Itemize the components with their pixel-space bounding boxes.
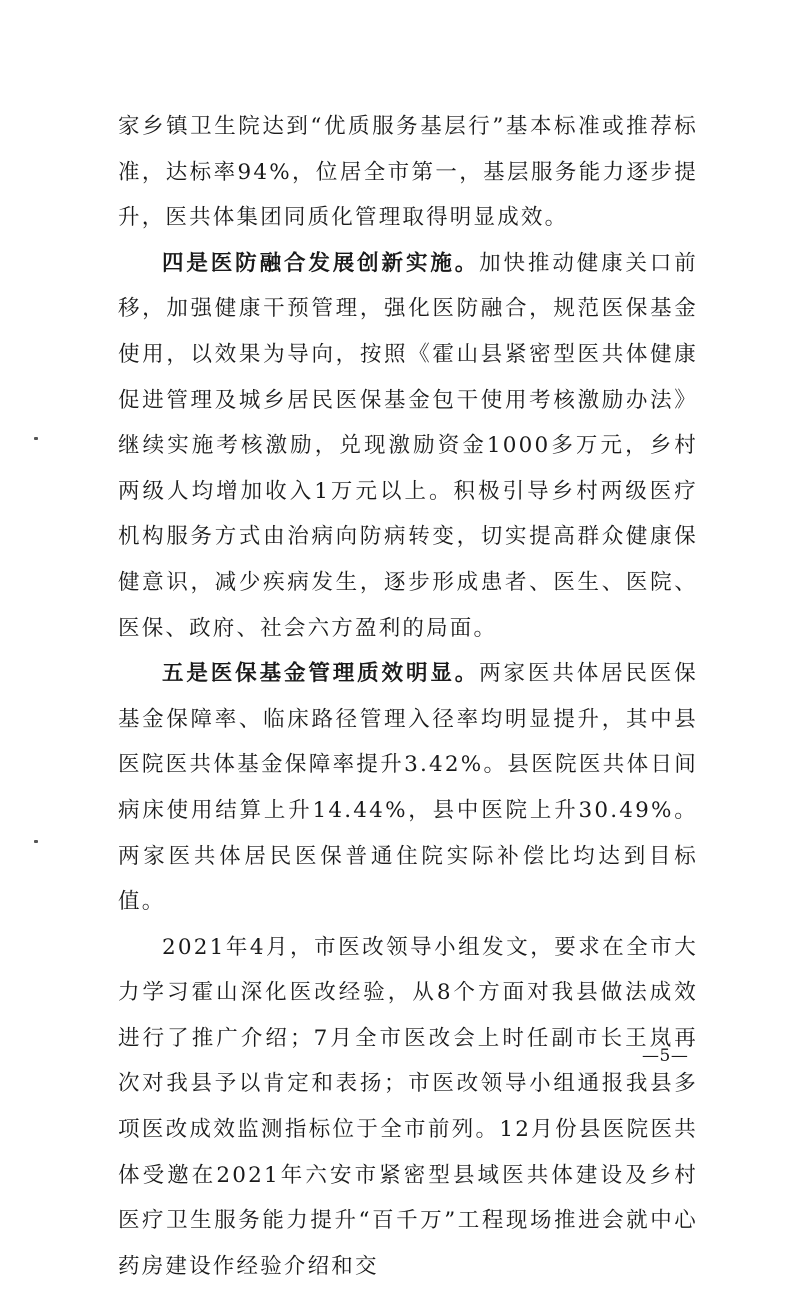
paragraph-3-text: 两家医共体居民医保基金保障率、临床路径管理入径率均明显提升，其中县医院医共体基金保障率提升3.42%。县医院医共体日间病床使用结算上升14.44%，县中医院上升30.49%。两家医共体居民医保普通住院实际补偿比均达到目标值。	[118, 661, 698, 915]
paragraph-4-text: 2021年4月，市医改领导小组发文，要求在全市大力学习霍山深化医改经验，从8个方面对我县做法成效进行了推广介绍；7月全市医改会上时任副市长王岚再次对我县予以肯定和表扬；市医改领导小组通报我县多项医改成效监测指标位于全市前列。12月份县医院医共体受邀在2021年六安市紧密型县域医共体建设及乡村医疗卫生服务能力提升“百千万”工程现场推进会就中心药房建设作经验介绍和交	[118, 934, 698, 1279]
scan-mark	[34, 840, 38, 843]
body-text	[118, 104, 698, 1289]
paragraph-2-lead: 四是医防融合发展创新实施。	[162, 250, 480, 276]
paragraph-3-lead: 五是医保基金管理质效明显。	[162, 661, 480, 687]
page-number: —5—	[642, 1046, 689, 1066]
paragraph-1	[118, 104, 698, 241]
paragraph-4	[118, 925, 698, 1289]
paragraph-1-text: 家乡镇卫生院达到“优质服务基层行”基本标准或推荐标准，达标率94%，位居全市第一，基层服务能力逐步提升，医共体集团同质化管理取得明显成效。	[118, 114, 698, 231]
paragraph-2	[118, 241, 698, 651]
scan-mark	[34, 437, 38, 440]
paragraph-2-text: 加快推动健康关口前移，加强健康干预管理，强化医防融合，规范医保基金使用，以效果为导向，按照《霍山县紧密型医共体健康促进管理及城乡居民医保基金包干使用考核激励办法》继续实施考核激励，兑现激励资金1000多万元，乡村两级人均增加收入1万元以上。积极引导乡村两级医疗机构服务方式由治病向防病转变，切实提高群众健康保健意识，减少疾病发生，逐步形成患者、医生、医院、医保、政府、社会六方盈利的局面。	[118, 250, 698, 641]
paragraph-3	[118, 651, 698, 925]
